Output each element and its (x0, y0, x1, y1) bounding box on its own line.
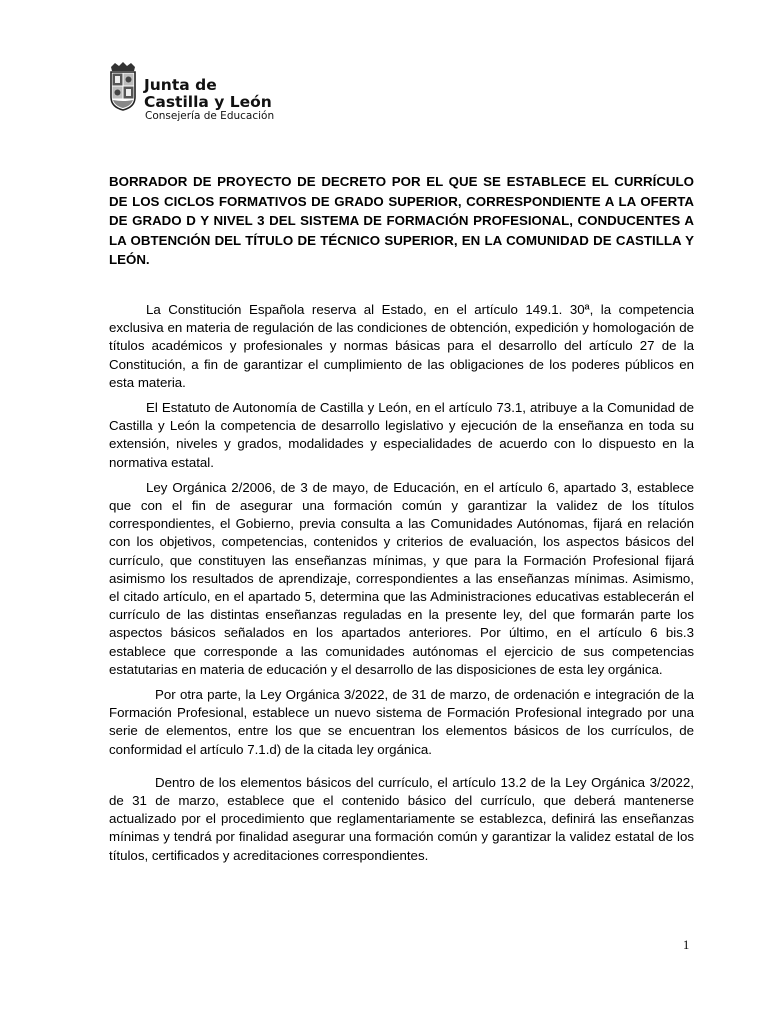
paragraph: La Constitución Española reserva al Estado, en el artículo 149.1. 30ª, la competencia exclusiva en materia de regulación de las condiciones de obtención, expedición y homologación de títulos académicos y profesionales y normas básicas para el desarrollo del artículo 27 de la Constitución, a fin de garantizar el cumplimiento de las obligaciones de los poderes públicos en esta materia. (109, 302, 694, 390)
paragraph: El Estatuto de Autonomía de Castilla y León, en el artículo 73.1, atribuye a la Comunidad de Castilla y León la competencia de desarrollo legislativo y ejecución de la enseñanza en toda su extensión, niveles y grados, modalidades y especialidades de acuerdo con lo dispuesto en la normativa estatal. (109, 400, 694, 470)
coat-of-arms-icon (108, 61, 138, 111)
org-name-line1: Junta de (144, 76, 217, 94)
org-name-line2: Castilla y León (144, 93, 272, 111)
paragraph: Ley Orgánica 2/2006, de 3 de mayo, de Educación, en el artículo 6, apartado 3, establece que con el fin de asegurar una formación común y garantizar la validez de los títulos correspondientes, el Gobierno, previa consulta a las Comunidades Autónomas, fijará en relación con los objetivos, competencias, contenidos y criterios de evaluación, los aspectos básicos del currículo, que constituyen las enseñanzas mínimas, y que para la Formación Profesional fijará asimismo los resultados de aprendizaje, correspondientes a las enseñanzas mínimas. Asimismo, el citado artículo, en el apartado 5, determina que las Administraciones educativas establecerán el currículo de las distintas enseñanzas reguladas en la presente ley, del que formarán parte los aspectos básicos señalados en los apartados anteriores. Por último, en el artículo 6 bis.3 establece que corresponde a las comunidades autónomas el ejercicio de sus competencias estatutarias en materia de educación y el desarrollo de las disposiciones de esta ley orgánica. (109, 479, 694, 677)
document-title: BORRADOR DE PROYECTO DE DECRETO POR EL QUE SE ESTABLECE EL CURRÍCULO DE LOS CICLOS FORMATIVOS DE GRADO SUPERIOR, CORRESPONDIENTE A LA OFERTA DE GRADO D Y NIVEL 3 DEL SISTEMA DE FORMACIÓN PROFESIONAL, CONDUCENTES A LA OBTENCIÓN DEL TÍTULO DE TÉCNICO SUPERIOR, EN LA COMUNIDAD DE CASTILLA Y LEÓN. (109, 174, 694, 268)
header-logo (108, 60, 278, 126)
department-name: Consejería de Educación (145, 110, 275, 122)
paragraph: Dentro de los elementos básicos del currículo, el artículo 13.2 de la Ley Orgánica 3/2022, de 31 de marzo, establece que el contenido básico del currículo, que deberá mantenerse actualizado por el procedimiento que reglamentariamente se establezca, definirá las enseñanzas mínimas y tendrá por finalidad asegurar una formación común y garantizar la validez estatal de los títulos, certificados y acreditaciones correspondientes. (109, 774, 694, 863)
paragraph: Por otra parte, la Ley Orgánica 3/2022, de 31 de marzo, de ordenación e integración de la Formación Profesional, establece un nuevo sistema de Formación Profesional integrado por una serie de elementos, entre los que se encuentran los elementos básicos de los currículos, de conformidad el artículo 7.1.d) de la citada ley orgánica. (109, 687, 694, 757)
document-body (109, 301, 694, 865)
page-number: 1 (683, 938, 690, 952)
